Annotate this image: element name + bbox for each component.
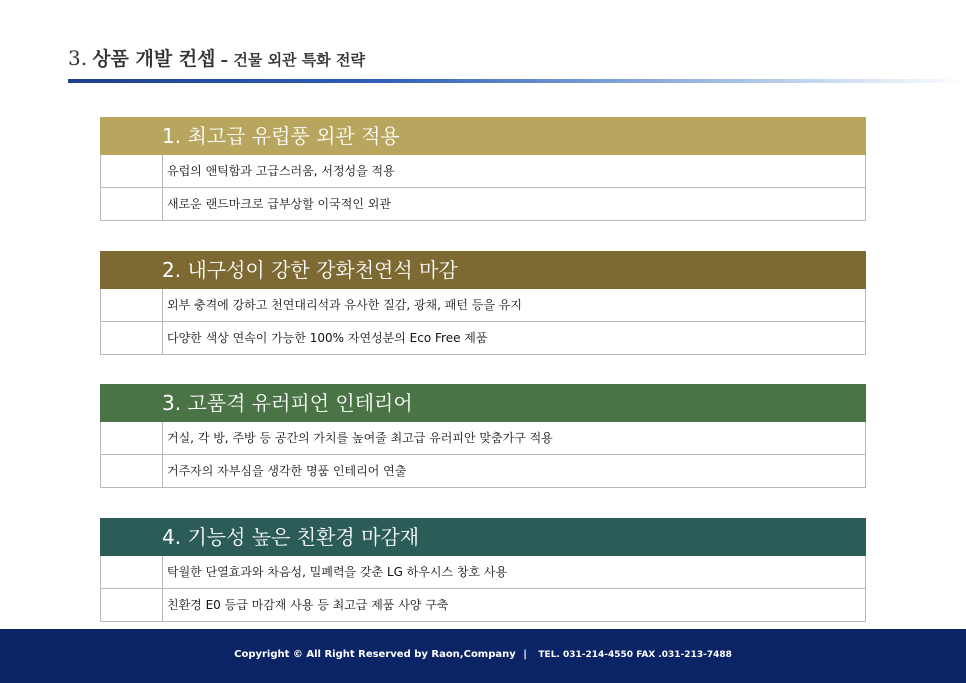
section-1-title: 1. 최고급 유럽풍 외관 적용 xyxy=(100,117,866,155)
section-3-item-2: 거주자의 자부심을 생각한 명품 인테리어 연출 xyxy=(167,464,407,478)
footer-separator: | xyxy=(523,649,527,660)
section-4-item-1: 탁월한 단열효과와 차음성, 밀폐력을 갖춘 LG 하우시스 창호 사용 xyxy=(167,565,508,579)
header-divider xyxy=(68,79,966,83)
section-4-item-2: 친환경 E0 등급 마감재 사용 등 최고급 제품 사양 구축 xyxy=(167,598,449,612)
section-4 xyxy=(100,518,866,622)
row-spacer-cell xyxy=(101,155,163,187)
section-2-title: 2. 내구성이 강한 강화천연석 마감 xyxy=(100,251,866,289)
page-title-number: 3. xyxy=(68,46,88,70)
section-4-title: 4. 기능성 높은 친환경 마감재 xyxy=(100,518,866,556)
row-spacer-cell xyxy=(101,322,163,354)
section-1 xyxy=(100,117,866,221)
row-spacer-cell xyxy=(101,289,163,321)
section-3-row-2 xyxy=(100,455,866,488)
section-2-row-2 xyxy=(100,322,866,355)
footer-copyright: Copyright © All Right Reserved by Raon,Company xyxy=(234,649,516,660)
page-title-main: 상품 개발 컨셉 xyxy=(92,48,216,70)
section-1-item-1: 유럽의 앤틱함과 고급스러움, 서정성을 적용 xyxy=(167,164,395,178)
row-spacer-cell xyxy=(101,422,163,454)
footer-bar xyxy=(0,629,966,683)
section-2-row-1 xyxy=(100,289,866,322)
section-2 xyxy=(100,251,866,355)
section-1-row-1 xyxy=(100,155,866,188)
section-3-title: 3. 고품격 유러피언 인테리어 xyxy=(100,384,866,422)
page-title xyxy=(68,44,365,78)
section-3-item-1: 거실, 각 방, 주방 등 공간의 가치를 높여줄 최고급 유러피안 맞춤가구 적용 xyxy=(167,431,553,445)
row-spacer-cell xyxy=(101,188,163,220)
row-spacer-cell xyxy=(101,455,163,487)
section-4-row-1 xyxy=(100,556,866,589)
page-subtitle: – 건물 외관 특화 전략 xyxy=(220,51,365,69)
section-1-item-2: 새로운 랜드마크로 급부상할 이국적인 외관 xyxy=(167,197,391,211)
row-spacer-cell xyxy=(101,589,163,621)
section-3 xyxy=(100,384,866,488)
section-2-item-1: 외부 충격에 강하고 천연대리석과 유사한 질감, 광채, 패턴 등을 유지 xyxy=(167,298,522,312)
section-1-row-2 xyxy=(100,188,866,221)
section-4-row-2 xyxy=(100,589,866,622)
row-spacer-cell xyxy=(101,556,163,588)
footer-contact: TEL. 031-214-4550 FAX .031-213-7488 xyxy=(538,650,732,660)
section-3-row-1 xyxy=(100,422,866,455)
section-2-item-2: 다양한 색상 연속이 가능한 100% 자연성분의 Eco Free 제품 xyxy=(167,331,488,345)
